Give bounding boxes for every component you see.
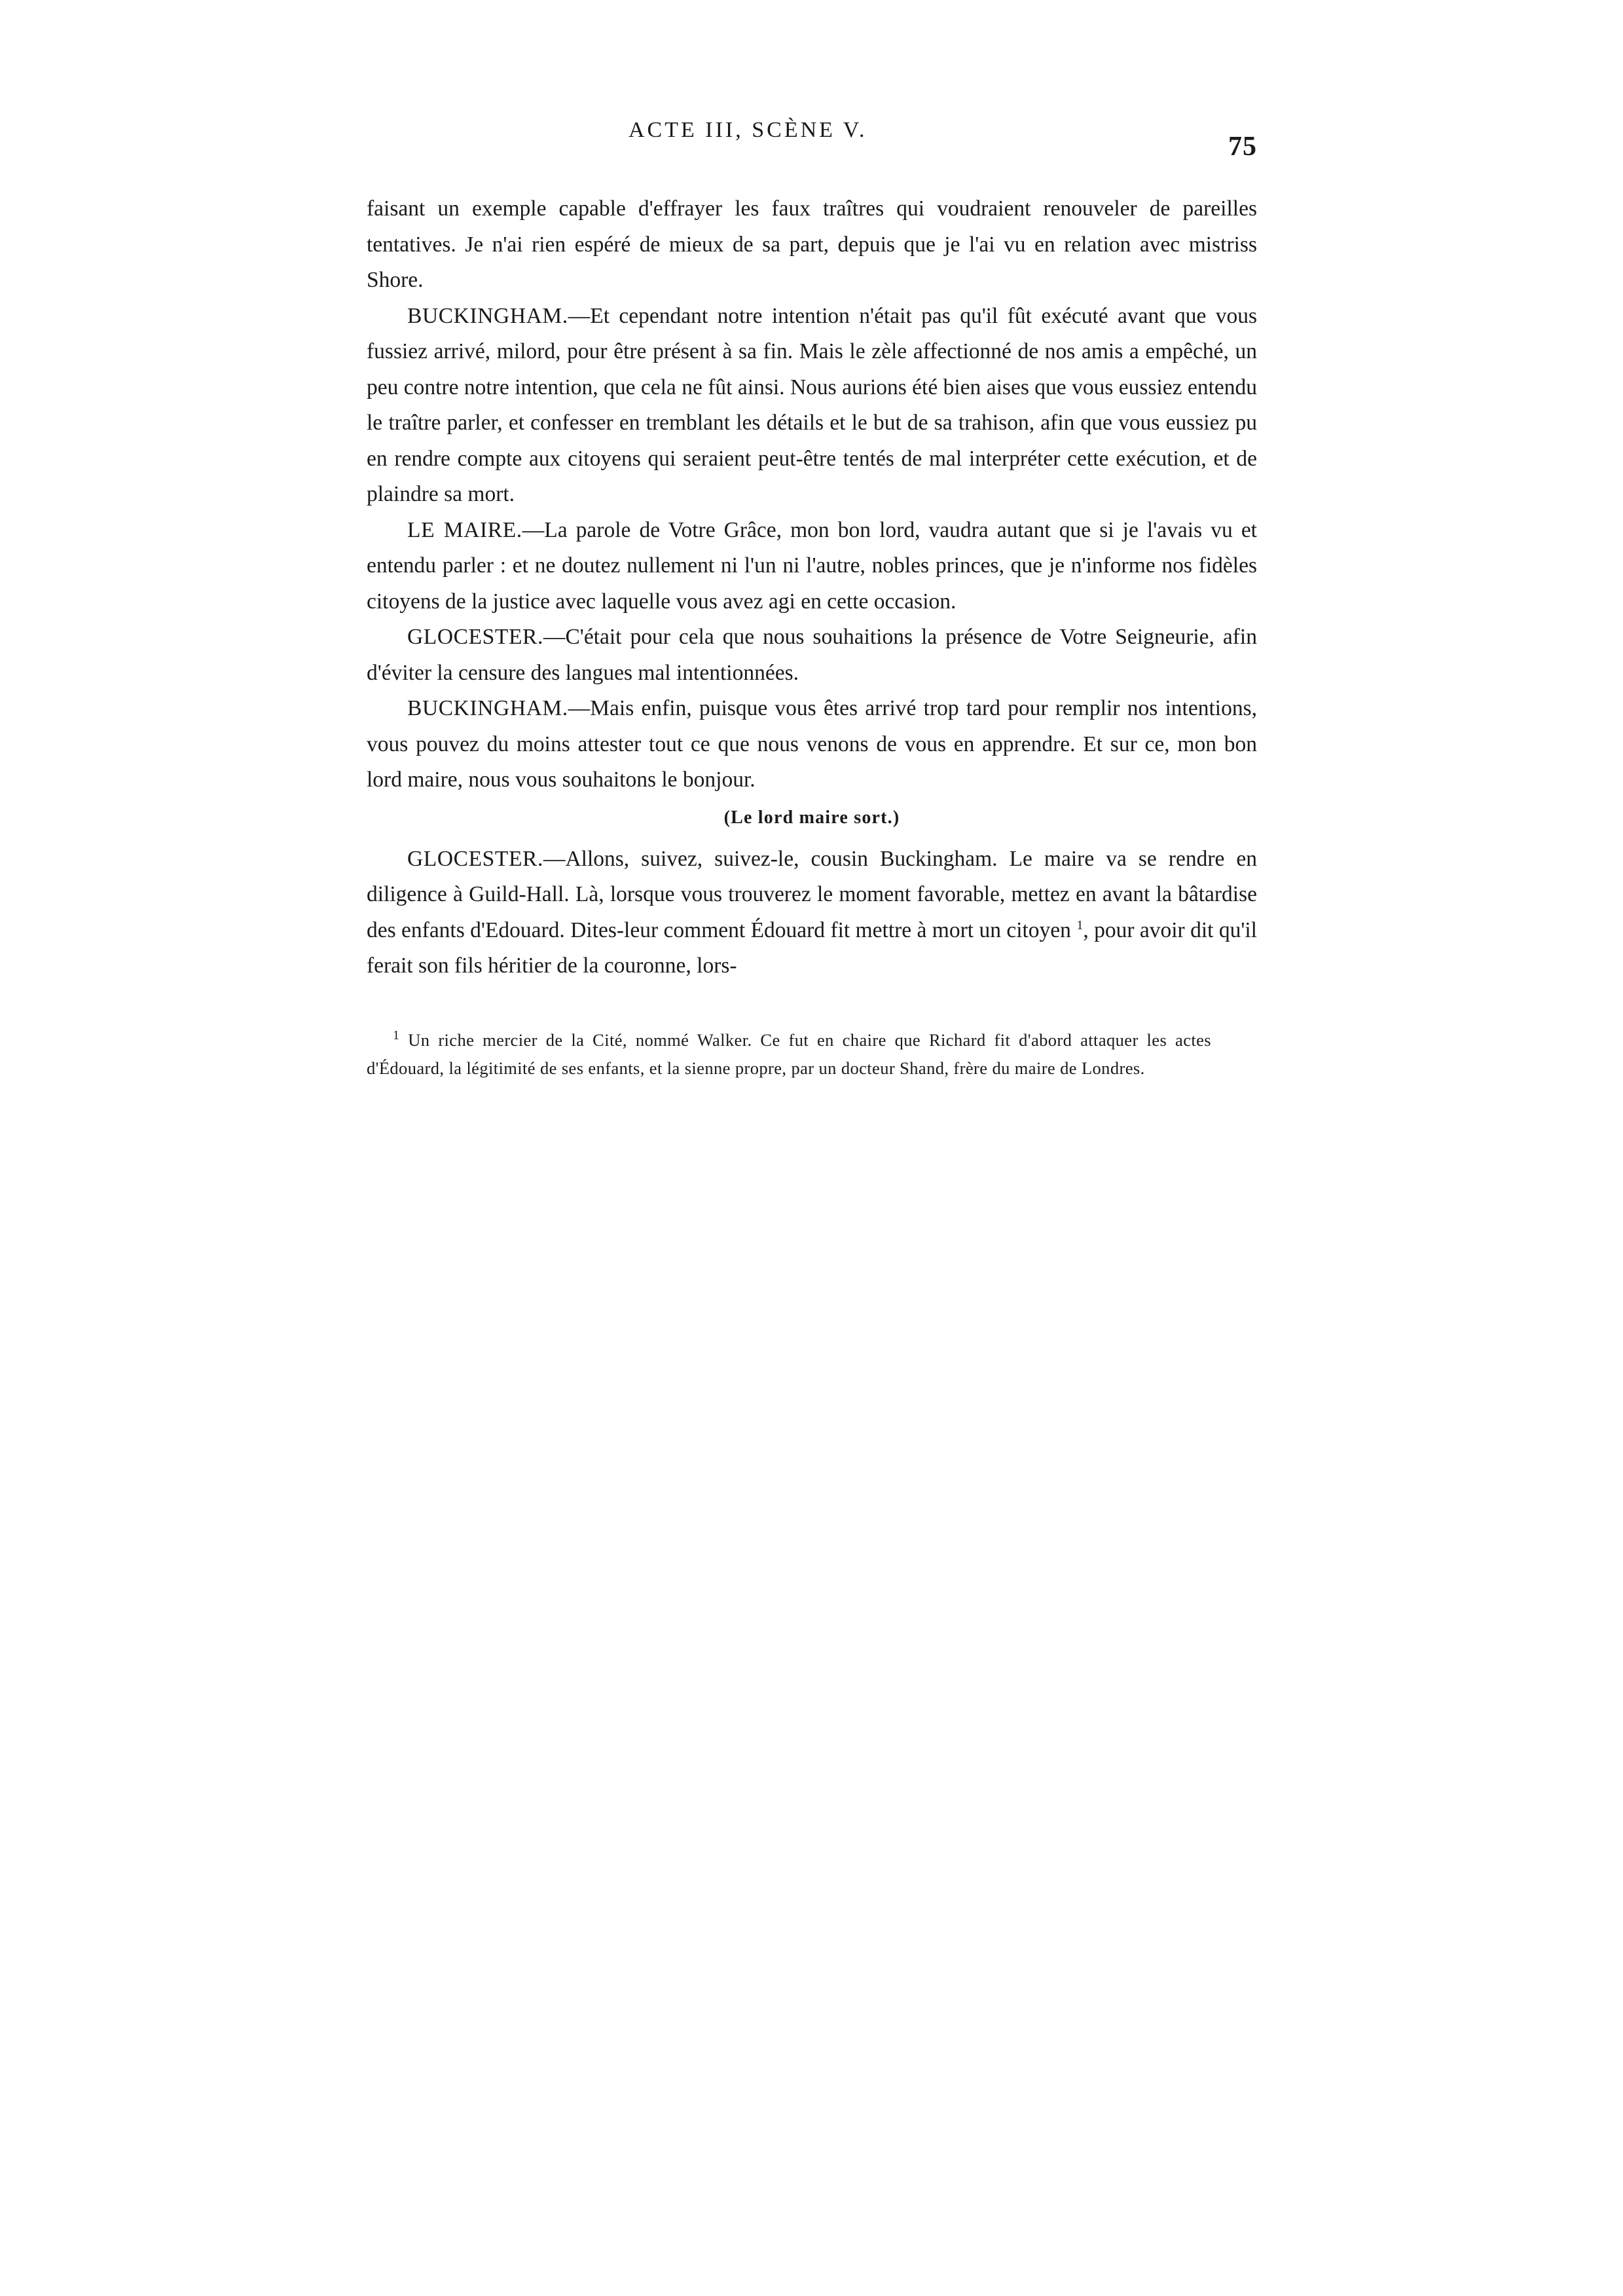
paragraph-text: —Mais enfin, puisque vous êtes arrivé trop tard pour remplir nos intentions, vous pouvez du moins attester tout ce que nous venons de vous en apprendre. Et sur ce, mon bon lord maire, nous vous souhaitons le bonjour.	[367, 696, 1257, 792]
stage-direction: (Le lord maire sort.)	[723, 807, 900, 828]
speaker-label: GLOCESTER.	[407, 625, 543, 649]
running-title: ACTE III, SCÈNE V.	[629, 118, 867, 142]
footnote-text: Un riche mercier de la Cité, nommé Walker. Ce fut en chaire que Richard fit d'abord attaquer les actes d'Édouard, la légitimité de ses enfants, et la sienne propre, par un docteur Shand, frère du maire de Londres.	[367, 1029, 1211, 1078]
speaker-label: LE MAIRE.	[407, 517, 522, 542]
running-head	[367, 118, 1257, 164]
footnote-reference[interactable]: 1	[1076, 917, 1084, 933]
paragraph-text: faisant un exemple capable d'effrayer les faux traîtres qui voudraient renouveler de pareilles tentatives. Je n'ai rien espéré de mieux de sa part, depuis que je l'ai vu en relation avec mistriss Shore.	[367, 196, 1257, 292]
speaker-label: GLOCESTER.	[407, 846, 543, 871]
speaker-label: BUCKINGHAM.	[407, 303, 568, 328]
paragraph-text: —Allons, suivez, suivez-le, cousin Buckingham. Le maire va se rendre en diligence à Guild-Hall. Là, lorsque vous trouverez le moment favorable, mettez en avant la bâtardise des enfants d'Edouard. Dites-leur comment Édouard fit mettre à mort un citoyen	[367, 846, 1257, 942]
paragraph-continuation	[367, 191, 1257, 299]
paragraph-text: —La parole de Votre Grâce, mon bon lord, vaudra autant que si je l'avais vu et entendu parler : et ne doutez nullement ni l'un ni l'autre, nobles princes, que je n'informe nos fidèles citoyens de la justice avec laquelle vous avez agi en cette occasion.	[367, 517, 1257, 614]
footnote-spacer	[367, 984, 1257, 1026]
paragraph-glocester-2	[367, 842, 1257, 984]
paragraph-text: —C'était pour cela que nous souhaitions la présence de Votre Seigneurie, afin d'éviter la censure des langues mal intentionnées.	[367, 625, 1257, 685]
speaker-label: BUCKINGHAM.	[407, 696, 568, 720]
footnote-marker: 1	[393, 1028, 400, 1043]
paragraph-text-after: , pour avoir dit qu'il ferait son fils héritier de la couronne, lors-	[367, 917, 1257, 978]
paragraph-buckingham-2	[367, 691, 1257, 798]
paragraph-le-maire	[367, 513, 1257, 620]
paragraph-buckingham-1	[367, 299, 1257, 513]
text-block	[367, 118, 1257, 1083]
paragraph-text: —Et cependant notre intention n'était pas qu'il fût exécuté avant que vous fussiez arrivé, milord, pour être présent à sa fin. Mais le zèle affectionné de nos amis a empêché, un peu contre notre intention, que cela ne fût ainsi. Nous aurions été bien aises que vous eussiez entendu le traître parler, et confesser en tremblant les détails et le but de sa trahison, afin que vous eussiez pu en rendre compte aux citoyens qui seraient peut-être tentés de mal interpréter cette exécution, et de plaindre sa mort.	[367, 303, 1257, 506]
paragraph-glocester-1	[367, 620, 1257, 691]
page-number: 75	[1228, 132, 1257, 162]
footnote	[367, 1026, 1211, 1083]
